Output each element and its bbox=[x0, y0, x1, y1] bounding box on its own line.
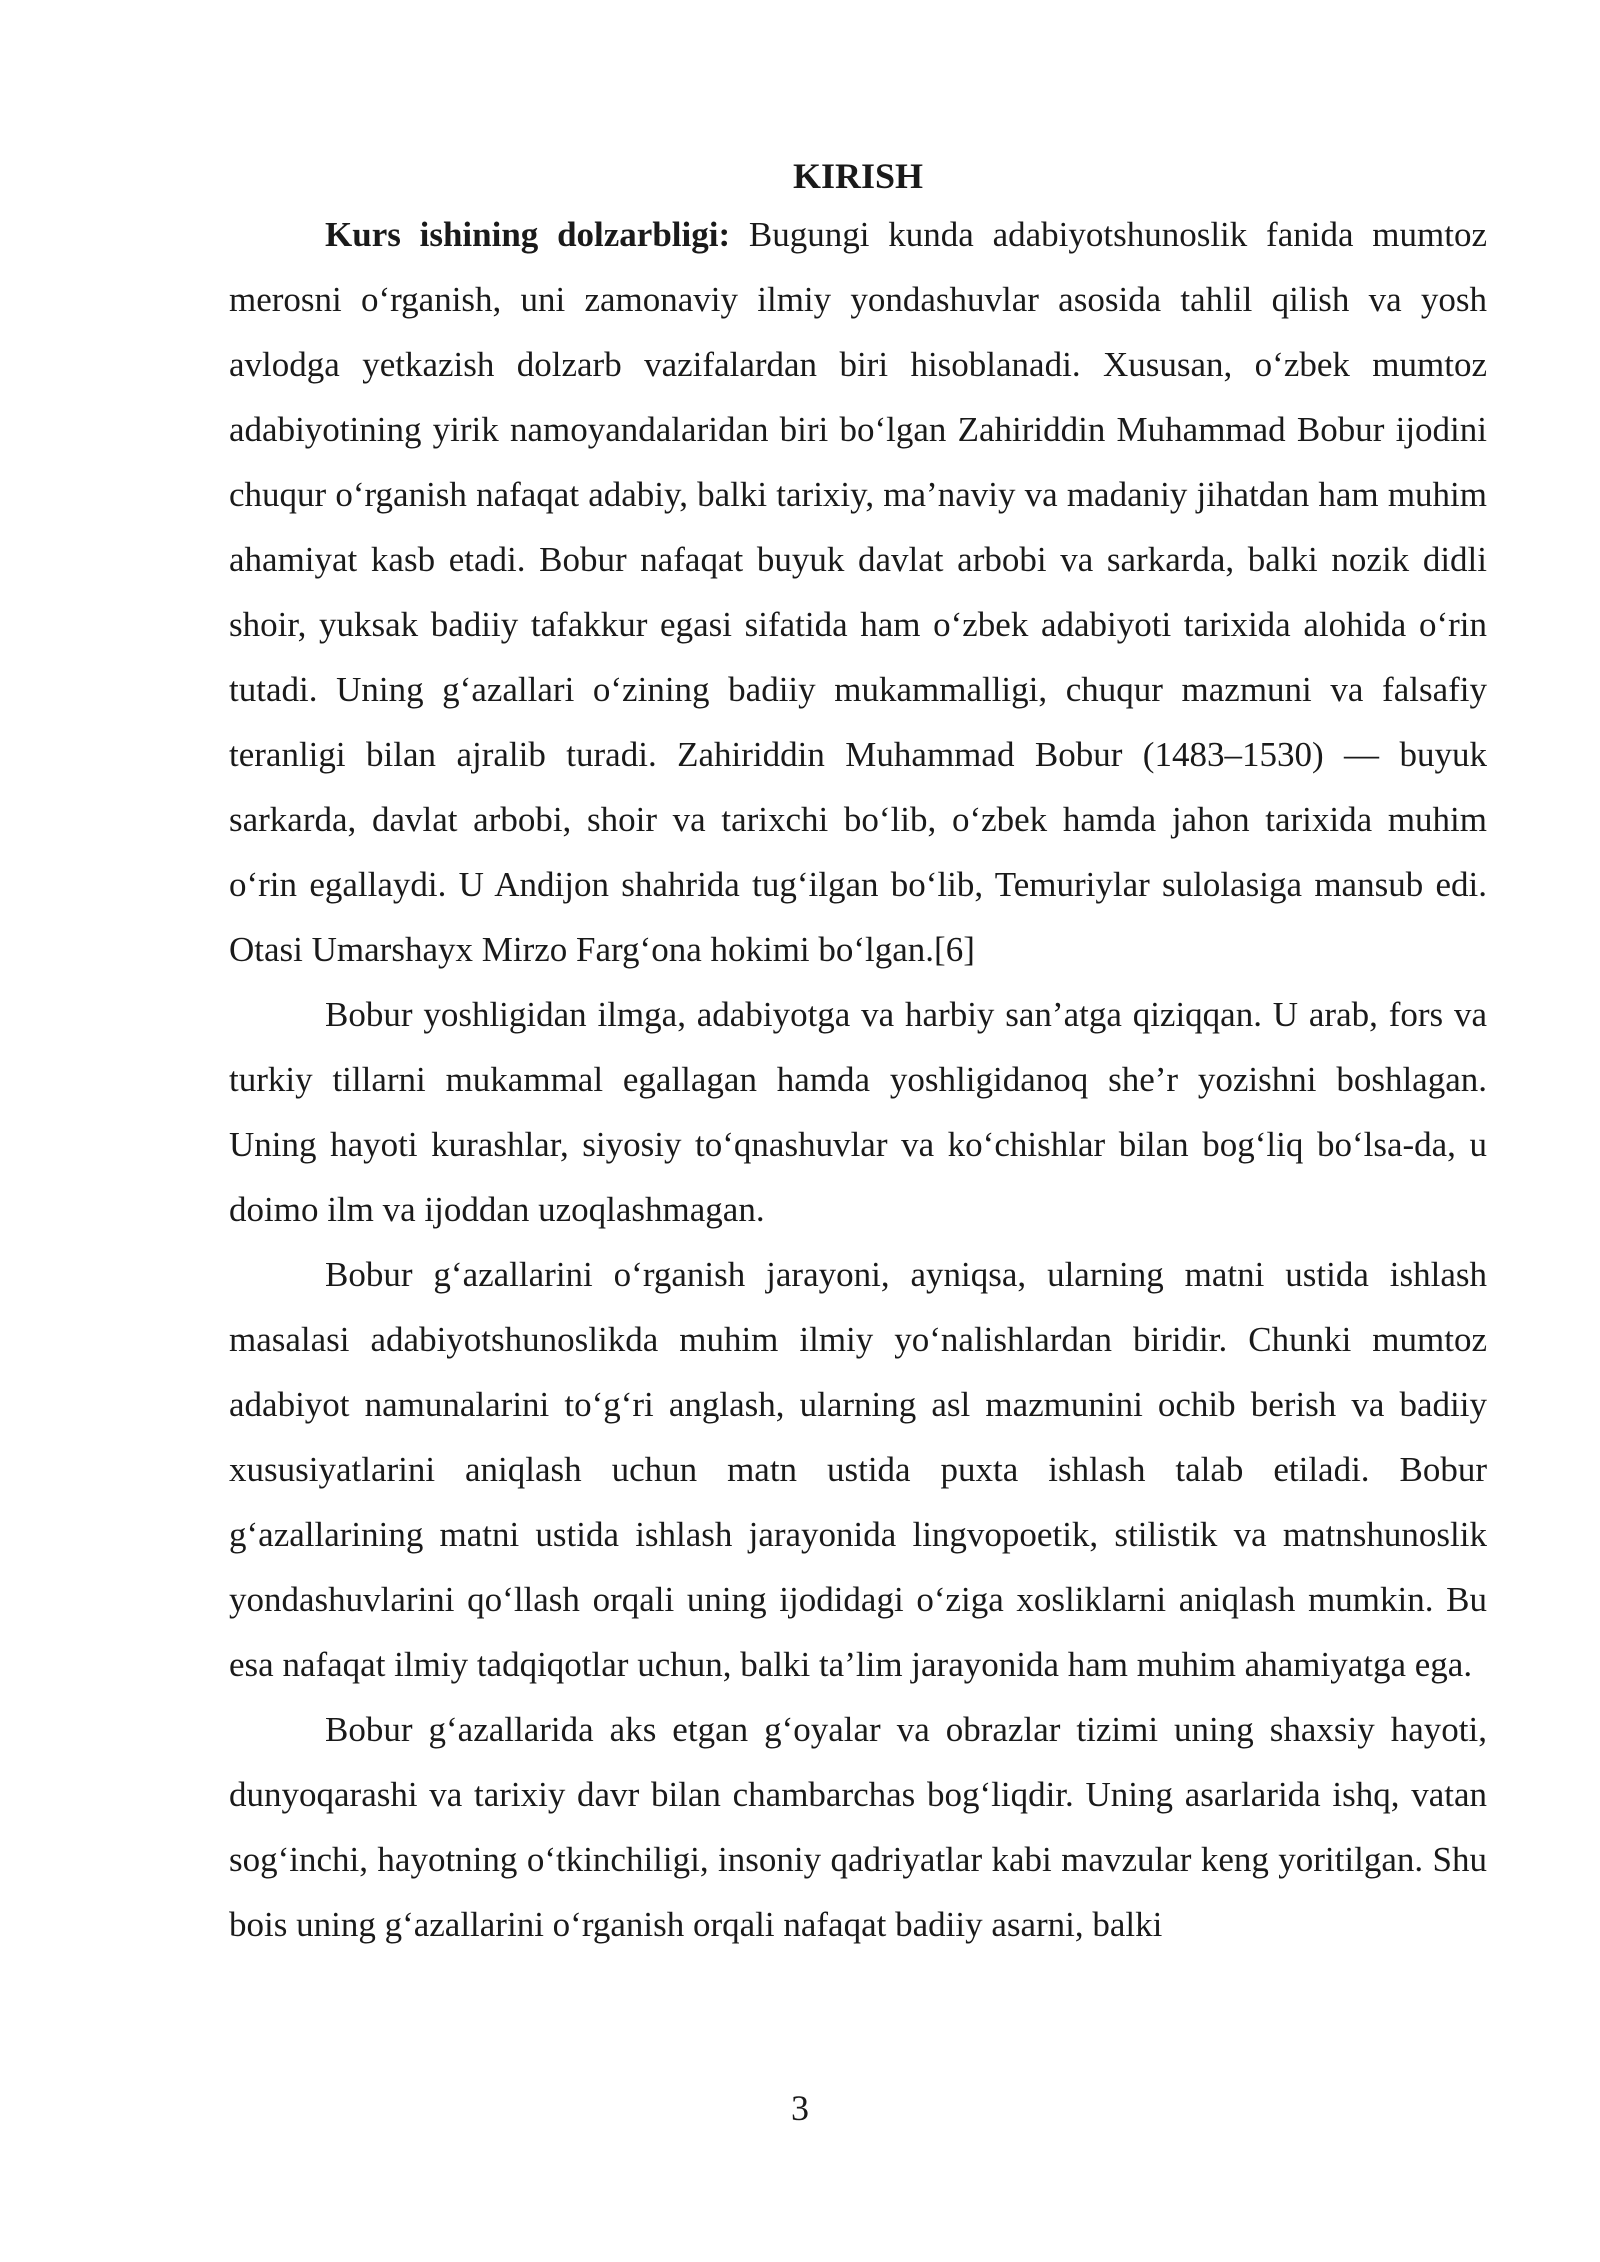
page-content bbox=[229, 150, 1487, 1957]
paragraph-text: Bobur g‘azallarini o‘rganish jarayoni, ayniqsa, ularning matni ustida ishlash masalasi adabiyotshunoslikda muhim ilmiy yo‘nalishlardan biridir. Chunki mumtoz adabiyot namunalarini to‘g‘ri anglash, ularning asl mazmunini ochib berish va badiiy xususiyatlarini aniqlash uchun matn ustida puxta ishlash talab etiladi. Bobur g‘azallarining matni ustida ishlash jarayonida lingvopoetik, stilistik va matnshunoslik yondashuvlarini qo‘llash orqali uning ijodidagi o‘ziga xosliklarni aniqlash mumkin. Bu esa nafaqat ilmiy tadqiqotlar uchun, balki ta’lim jarayonida ham muhim ahamiyatga ega. bbox=[229, 1255, 1487, 1684]
paragraph-text: Bobur g‘azallarida aks etgan g‘oyalar va obrazlar tizimi uning shaxsiy hayoti, dunyoqarashi va tarixiy davr bilan chambarchas bog‘liqdir. Uning asarlarida ishq, vatan sog‘inchi, hayotning o‘tkinchiligi, insoniy qadriyatlar kabi mavzular keng yoritilgan. Shu bois uning g‘azallarini o‘rganish orqali nafaqat badiiy asarni, balki bbox=[229, 1710, 1487, 1944]
paragraph-relevance bbox=[229, 202, 1487, 982]
paragraph-youth bbox=[229, 982, 1487, 1242]
paragraph-text: Bobur yoshligidan ilmga, adabiyotga va harbiy san’atga qiziqqan. U arab, fors va turkiy tillarni mukammal egallagan hamda yoshligidanoq she’r yozishni boshlagan. Uning hayoti kurashlar, siyosiy to‘qnashuvlar va ko‘chishlar bilan bog‘liq bo‘lsa-da, u doimo ilm va ijoddan uzoqlashmagan. bbox=[229, 995, 1487, 1229]
page-title: KIRISH bbox=[792, 156, 924, 196]
paragraph-ideas bbox=[229, 1697, 1487, 1957]
paragraph-text-study bbox=[229, 1242, 1487, 1697]
paragraph-lead: Kurs ishining dolzarbligi: bbox=[325, 215, 731, 254]
page-number: 3 bbox=[791, 2088, 809, 2128]
paragraph-text: Bugungi kunda adabiyotshunoslik fanida mumtoz merosni o‘rganish, uni zamonaviy ilmiy yondashuvlar asosida tahlil qilish va yosh avlodga yetkazish dolzarb vazifalardan biri hisoblanadi. Xususan, o‘zbek mumtoz adabiyotining yirik namoyandalaridan biri bo‘lgan Zahiriddin Muhammad Bobur ijodini chuqur o‘rganish nafaqat adabiy, balki tarixiy, ma’naviy va madaniy jihatdan ham muhim ahamiyat kasb etadi. Bobur nafaqat buyuk davlat arbobi va sarkarda, balki nozik didli shoir, yuksak badiiy tafakkur egasi sifatida ham o‘zbek adabiyoti tarixida alohida o‘rin tutadi. Uning g‘azallari o‘zining badiiy mukammalligi, chuqur mazmuni va falsafiy teranligi bilan ajralib turadi. Zahiriddin Muhammad Bobur (1483–1530) — buyuk sarkarda, davlat arbobi, shoir va tarixchi bo‘lib, o‘zbek hamda jahon tarixida muhim o‘rin egallaydi. U Andijon shahrida tug‘ilgan bo‘lib, Temuriylar sulolasiga mansub edi. Otasi Umarshayx Mirzo Farg‘ona hokimi bo‘lgan.[6] bbox=[229, 215, 1487, 969]
